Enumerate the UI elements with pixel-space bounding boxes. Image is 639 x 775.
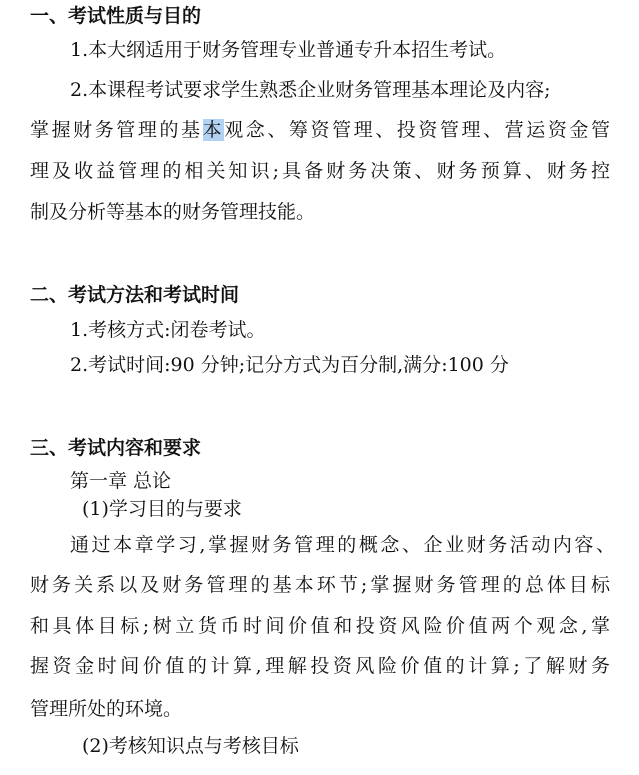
subsection-2-title: (2)考核知识点与考核目标 [82, 735, 299, 757]
text-selection-highlight[interactable]: 本 [202, 119, 225, 141]
section-1-item-2-line-2 [30, 118, 610, 142]
subsection-1-title: (1)学习目的与要求 [82, 498, 242, 520]
section-1-item-2-line-3: 理及收益管理的相关知识;具备财务决策、财务预算、财务控 [30, 160, 610, 182]
paragraph-line-4: 握资金时间价值的计算,理解投资风险价值的计算;了解财务 [30, 655, 610, 677]
section-1-item-2-line-4: 制及分析等基本的财务管理技能。 [30, 201, 316, 223]
paragraph-line-5: 管理所处的环境。 [30, 698, 183, 720]
section-3-heading: 三、考试内容和要求 [30, 437, 202, 459]
section-1-item-1: 1.本大纲适用于财务管理专业普通专升本招生考试。 [70, 39, 507, 61]
paragraph-line-2: 财务关系以及财务管理的基本环节;掌握财务管理的总体目标 [30, 574, 610, 596]
section-1-heading: 一、考试性质与目的 [30, 5, 202, 27]
paragraph-line-3: 和具体目标;树立货币时间价值和投资风险价值两个观念,掌 [30, 615, 610, 637]
text-segment: 观念、筹资管理、投资管理、营运资金管 [224, 119, 610, 141]
section-2-item-2: 2.考试时间:90 分钟;记分方式为百分制,满分:100 分 [70, 354, 509, 376]
text-segment: 掌握财务管理的基 [30, 119, 203, 141]
chapter-title: 第一章 总论 [70, 470, 172, 492]
section-2-item-1: 1.考核方式:闭卷考试。 [70, 319, 266, 341]
section-1-item-2-line-1: 2.本课程考试要求学生熟悉企业财务管理基本理论及内容; [70, 79, 551, 101]
paragraph-line-1: 通过本章学习,掌握财务管理的概念、企业财务活动内容、 [70, 534, 615, 556]
section-2-heading: 二、考试方法和考试时间 [30, 284, 240, 306]
